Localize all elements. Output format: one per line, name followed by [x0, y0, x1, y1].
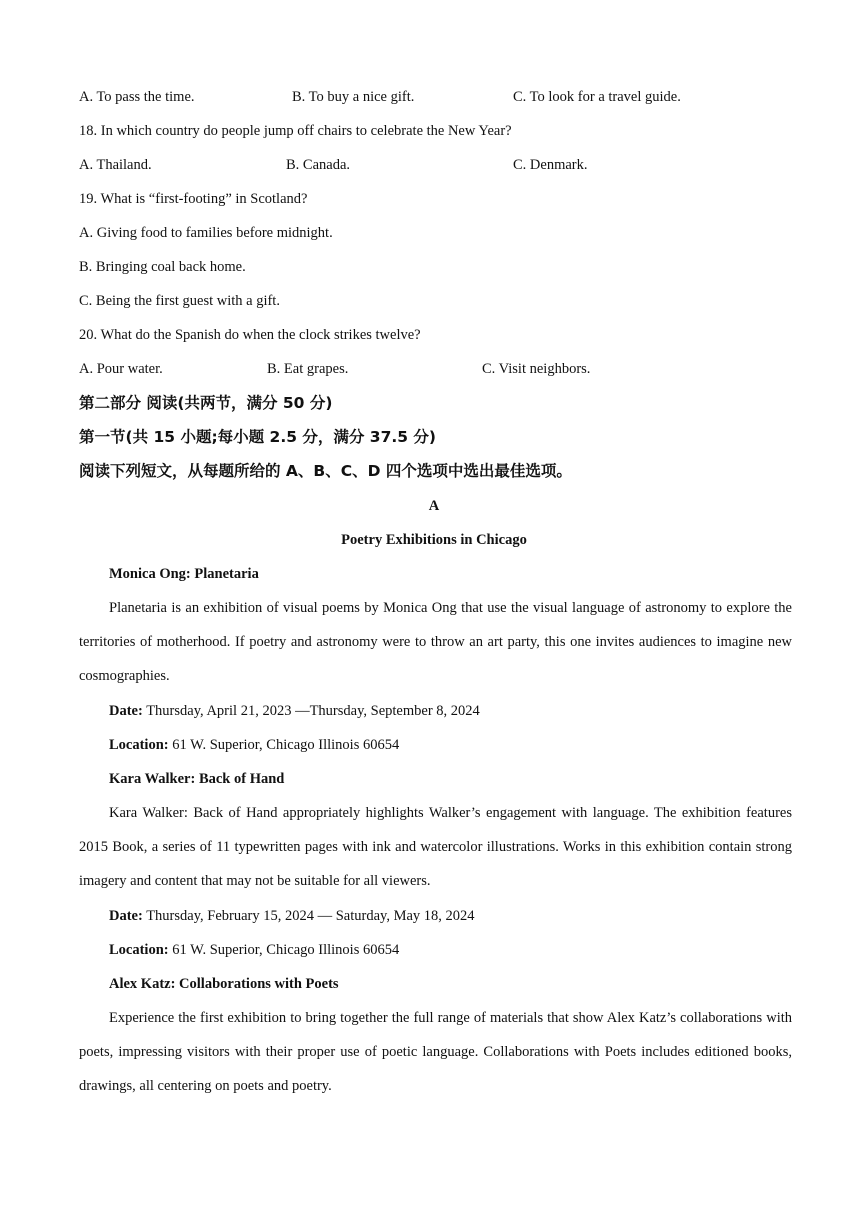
- exhibition-3-description: Experience the first exhibition to bring together the full range of materials that show Alex Katz’s collaborations with poets, impressing visitors with their proper use of poetic language. Collaborations with Poets includes editioned books, drawings, all centering on poets and poetry.: [79, 1010, 792, 1094]
- section1-heading: 第一节(共 15 小题;每小题 2.5 分，满分 37.5 分): [79, 428, 437, 446]
- q18-option-a: A. Thailand.: [79, 157, 152, 173]
- reading-instruction: 阅读下列短文，从每题所给的 A、B、C、D 四个选项中选出最佳选项。: [79, 462, 572, 480]
- date-label: Date:: [109, 908, 143, 924]
- exhibition-1-location: [109, 735, 399, 755]
- q19-option-a: A. Giving food to families before midnight.: [79, 225, 333, 241]
- passage-letter: A: [428, 498, 440, 514]
- exhibition-1-date: [109, 701, 480, 721]
- q17-option-a: A. To pass the time.: [79, 89, 195, 105]
- date-label: Date:: [109, 703, 143, 719]
- location-value: 61 W. Superior, Chicago Illinois 60654: [168, 942, 400, 958]
- part2-heading: 第二部分 阅读(共两节，满分 50 分): [79, 394, 333, 412]
- exhibition-2-date: [109, 906, 475, 926]
- q18-option-c: C. Denmark.: [513, 157, 588, 173]
- exhibition-1-description: Planetaria is an exhibition of visual poems by Monica Ong that use the visual language of astronomy to explore the territories of motherhood. If poetry and astronomy were to throw an art party, this one invites audiences to imagine new cosmographies.: [79, 600, 792, 684]
- q20-options: [79, 359, 779, 379]
- q20-question: 20. What do the Spanish do when the clock strikes twelve?: [79, 327, 421, 343]
- q19-question: 19. What is “first-footing” in Scotland?: [79, 191, 308, 207]
- date-value: Thursday, April 21, 2023 —Thursday, September 8, 2024: [142, 703, 480, 719]
- q17-option-b: B. To buy a nice gift.: [292, 89, 415, 105]
- q17-option-c: C. To look for a travel guide.: [513, 89, 681, 105]
- q18-question: 18. In which country do people jump off chairs to celebrate the New Year?: [79, 123, 512, 139]
- q20-option-a: A. Pour water.: [79, 361, 163, 377]
- q17-options: [79, 87, 779, 107]
- location-label: Location:: [109, 737, 169, 753]
- location-label: Location:: [109, 942, 169, 958]
- date-value: Thursday, February 15, 2024 — Saturday, May 18, 2024: [142, 908, 475, 924]
- passage-title: Poetry Exhibitions in Chicago: [341, 532, 527, 548]
- exhibition-2-name: Kara Walker: Back of Hand: [109, 771, 285, 787]
- exhibition-3-name: Alex Katz: Collaborations with Poets: [109, 976, 339, 992]
- exhibition-2-location: [109, 940, 399, 960]
- q20-option-b: B. Eat grapes.: [267, 361, 349, 377]
- q18-option-b: B. Canada.: [286, 157, 351, 173]
- location-value: 61 W. Superior, Chicago Illinois 60654: [168, 737, 400, 753]
- exhibition-1-name: Monica Ong: Planetaria: [109, 566, 259, 582]
- q19-option-c: C. Being the first guest with a gift.: [79, 293, 280, 309]
- q20-option-c: C. Visit neighbors.: [482, 361, 591, 377]
- q18-options: [79, 155, 779, 175]
- q19-option-b: B. Bringing coal back home.: [79, 259, 246, 275]
- exhibition-2-description: Kara Walker: Back of Hand appropriately highlights Walker’s engagement with language. The exhibition features 2015 Book, a series of 11 typewritten pages with ink and watercolor illustrations. Works in this exhibition contain strong imagery and content that may not be suitable for all viewers.: [79, 805, 792, 889]
